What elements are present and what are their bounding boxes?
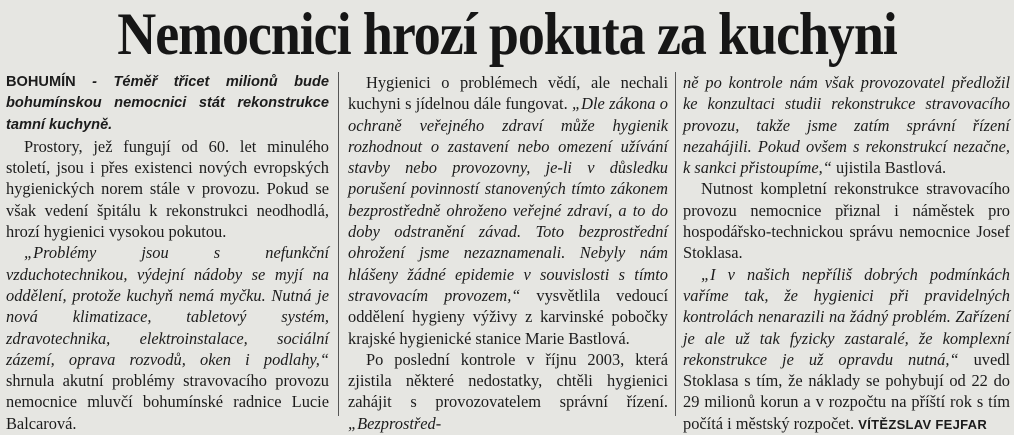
body-paragraph [683,264,1010,435]
column-3 [683,72,1010,433]
body-text: uvedl Stoklasa s tím, že náklady se pohybují od 22 do 29 milionů korun a v rozpočtu na příští rok s tím počítá i městský rozpočet. [683,349,1010,433]
column-divider [675,72,676,416]
body-paragraph [348,349,668,434]
quote: „I v našich nepříliš dobrých podmínkách vaříme tak, že hygienici při pravidelných kontrolách nenarazili na žádný problém. Zařízení je ale už tak fyzicky zastaralé, že komplexní rekonstrukce je už opravdu nutná,“ [683,264,1010,369]
quote: „Bezprostřed- [348,413,442,433]
body-paragraph: Prostory, jež fungují od 60. let minulého století, jsou i přes existenci nových evropských hygienických norem stále v provozu. Pokud se však vedení špitálu k rekonstrukci neodhodlá, hrozí hygienici vysokou pokutou. [6,136,329,242]
quote: ně po kontrole nám však provozovatel předložil ke konzultaci studii rekonstrukce stravovacího provozu, takže jsme zatím správní řízení nezahájili. Pokud ovšem s rekonstrukcí nezačne, k sankci přistoupíme,“ [683,73,1010,178]
body-text: Po poslední kontrole v říjnu 2003, která zjistila některé nedostatky, chtěli hygienici zahájit s provozovatelem správní řízení. [348,349,668,412]
body-text: shrnula akutní problémy stravovacího provozu nemocnice mluvčí bohumínské radnice Lucie Balcarová. [6,371,329,433]
body-text: Hygienici o problémech vědí, ale nechali kuchyni s jídelnou dále fungovat. [348,73,668,114]
lead-text: - Téměř třicet milionů bude bohumínskou nemocnici stát rekonstrukce tamní kuchyně. [6,74,329,133]
column-1 [6,72,329,433]
body-text: ujistila Bastlová. [831,158,947,178]
column-2 [348,72,669,433]
body-paragraph [348,72,668,349]
author-byline: VÍTĚZSLAV FEJFAR [858,416,988,432]
dateline: BOHUMÍN [6,74,76,90]
lead-paragraph [6,72,329,136]
quote: „Dle zákona o ochraně veřejného zdraví může hygienik rozhodnout o zastavení nebo omezení užívání stavby nebo provozovny, je-li v důsledku porušení povinností stanovených tímto zákonem bezprostředně ohroženo veřejné zdraví, a to do doby odstranění závad. Toto bezprostřední ohrožení jsme nezaznamenali. Nebyly nám hlášeny žádné epidemie v souvislosti s tímto stravovacím provozem,“ [348,94,668,305]
headline: Nemocnici hrozí pokuta za kuchyni [117,1,897,67]
quote: „Problémy jsou s nefunkční vzduchotechnikou, výdejní nádoby se myjí na oddělení, protože kuchyň nemá myčku. Nutná je nová klimatizace, tabletový systém, zdravotechnika, elektroinstalace, sociální zázemí, oprava rozvodů, oken i podlahy,“ [6,243,329,369]
column-divider [338,72,339,416]
body-paragraph [6,242,329,434]
body-paragraph: Nutnost kompletní rekonstrukce stravovacího provozu nemocnice přiznal i náměstek pro hospodářsko-technickou správu nemocnice Josef Stoklasa. [683,179,1010,263]
body-text: vysvětlila vedoucí oddělení hygieny výživy z karvinské pobočky krajské hygienické stanice Marie Bastlová. [348,285,669,348]
body-paragraph [683,72,1010,178]
